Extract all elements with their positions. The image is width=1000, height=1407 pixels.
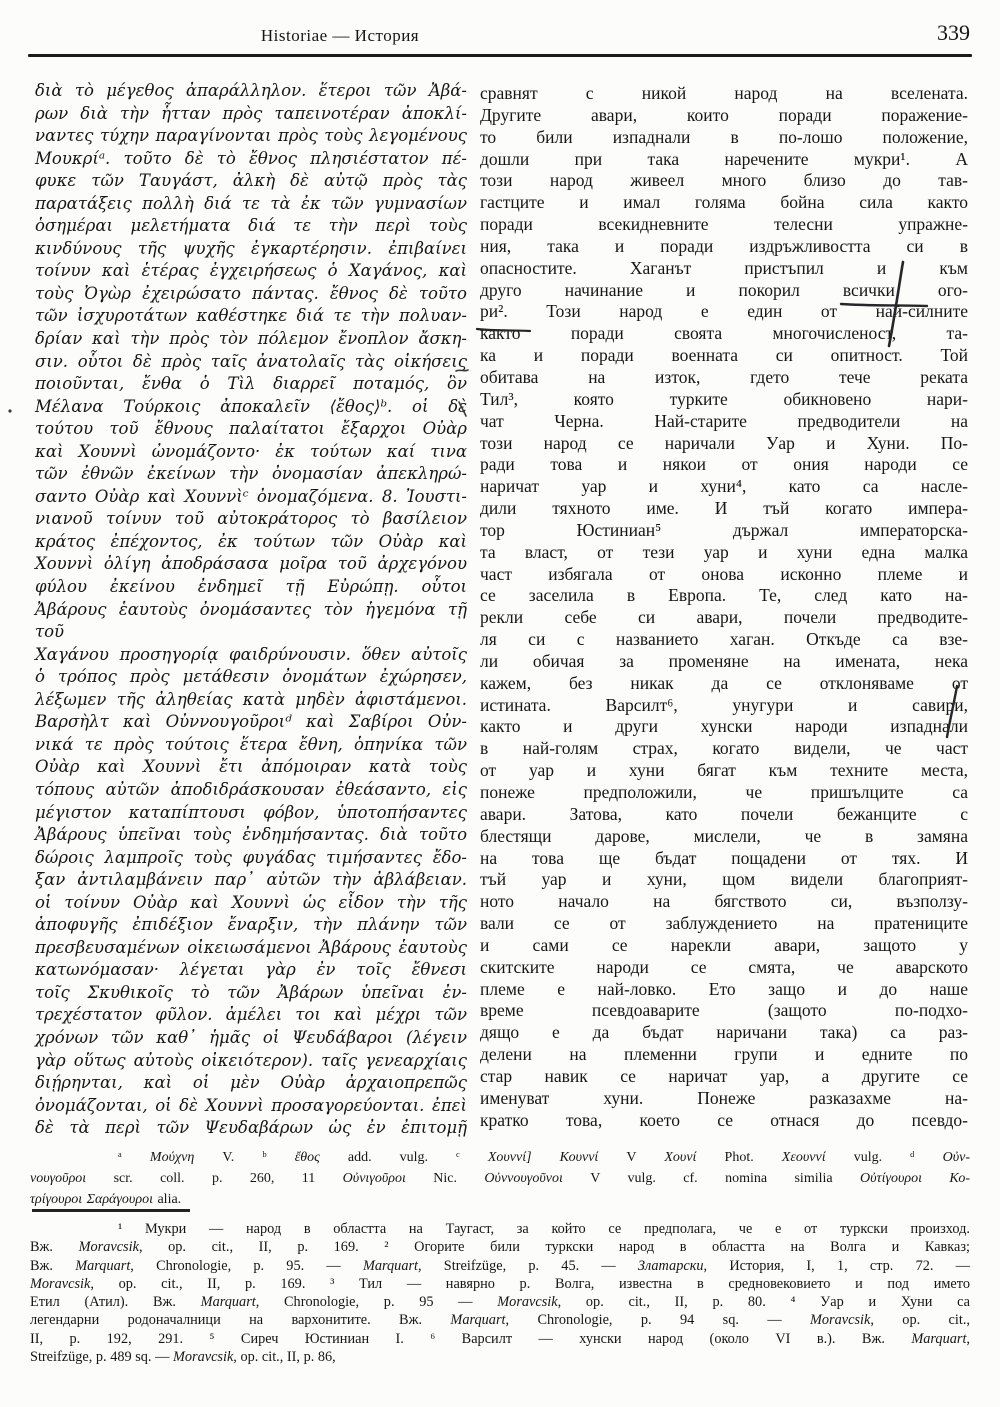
text-run: V.: [194, 1150, 263, 1165]
text-line: τούτου τοῦ ἔθνους παλαίτατοι ἔξαρχοι Οὐὰρ: [35, 419, 467, 439]
text-line: δὲ τὰ περὶ τῶν Ψευδαβάρων ὡς ἐν ἐπιτομῇ: [35, 1118, 467, 1138]
text-line: дящо е да бъдат наричани така) са раз-: [480, 1022, 968, 1043]
cited-name: Marquart: [362, 1257, 419, 1274]
cited-name: Златарски: [637, 1257, 704, 1274]
text-line: νιανοῦ τοίνυν τοῦ αὐτοκράτορος τὸ βασίλειον: [35, 509, 467, 529]
text-run: V: [598, 1150, 665, 1165]
text-line: χρόνων τῶν καθ᾽ ἡμᾶς οἱ Ψευδάβαροι (λέγειν: [35, 1027, 467, 1047]
cited-name: νουγοῦροι: [30, 1171, 87, 1186]
text-run: Nic.: [405, 1171, 485, 1186]
text-line: част избягала от онова исконно племе и: [480, 563, 968, 584]
text-line: ρων διὰ τὴν ἧτταν πρὸς ταπεινοτέραν ἀποκλί-: [35, 103, 467, 123]
text-line: παρατάξεις πολλὴ διά τε τὰ ἐκ τῶν γυμνασίων: [35, 193, 467, 213]
text-line: кажем, без никак да се отклоняваме от: [480, 672, 968, 693]
page-header-title: Historiae — История: [260, 26, 420, 45]
footnotes-section: [30, 1220, 970, 1366]
text-line: [30, 1348, 970, 1366]
text-line: κινδύνους τῆς ψυχῆς ἐγκαρτέρησιν. ἐπιβαίνει: [35, 238, 467, 258]
text-line: Ἀβάρους ὑπεῖναι τοὺς ἐνδημήσαντας. διὰ τοῦτο: [35, 825, 467, 845]
cited-name: Οὐν-: [942, 1150, 971, 1165]
text-line: този народ се наричали Уар и Хуни. По-: [480, 432, 968, 453]
text-line: ξαν ἀντιλαμβάνειν παρ᾽ αὐτῶν τὴν ἀβλάβειαν.: [35, 870, 467, 890]
text-run: легендарни родоначалници на вархонитите. Вж.: [30, 1312, 451, 1329]
text-line: този народ живеел много близо до тав-: [480, 170, 968, 191]
text-line: Βαρσὴλτ καὶ Οὐννουγοῦροιᵈ καὶ Σαβίροι Οὐν-: [35, 712, 467, 732]
text-run: II, p. 192, 291. ⁵ Сиреч Юстиниан I. ⁶ Варсилт — хунски народ (около VI в.). Вж.: [30, 1330, 912, 1347]
cited-name: Moravcsik: [172, 1349, 234, 1366]
text-line: Μέλανα Τούρκοις ἀποκαλεῖν ⟨ἔθος⟩ᵇ. οἱ δὲ: [35, 396, 467, 416]
text-line: друго начинание и покорил всички ого-: [480, 279, 968, 300]
cited-name: Χουννί] Κουννί: [487, 1150, 599, 1165]
text-line: ното начало на бягството си, възползу-: [480, 891, 968, 912]
text-run: , Chronologie, p. 95 —: [255, 1294, 498, 1311]
text-line: скитските народи се смята, че аварското: [480, 956, 968, 977]
cited-name: Marquart: [75, 1257, 131, 1274]
text-run: , op. cit., II, p. 169. ³ Тил — навярно р. Волга, известна в средновековието и под името: [90, 1275, 970, 1292]
header-rule: [28, 54, 972, 57]
text-line: σιν. οὗτοι δὲ πρὸς ταῖς ἀνατολαῖς τὰς οἰκήσεις: [35, 351, 467, 371]
pen-dot: [8, 409, 11, 412]
text-line: [30, 1168, 970, 1189]
text-run: ᵃ: [118, 1150, 150, 1165]
text-line: τοῖς Σκυθικοῖς τὸ τῶν Ἀβάρων ὑπεῖναι ἐν-: [35, 982, 467, 1002]
text-run: add. vulg.: [319, 1150, 457, 1165]
text-run: Етил (Атил). Вж.: [30, 1294, 201, 1311]
bulgarian-translation-column: [480, 83, 968, 1132]
cited-name: Moravcsik: [497, 1294, 558, 1311]
cited-name: Marquart: [200, 1294, 256, 1311]
text-line: сравнят с никой народ на вселената.: [480, 83, 968, 103]
text-line: Ἀβάρους ἑαυτοὺς ὀνομάσαντες τὸν ἡγεμόνα τῇ τοῦ: [35, 599, 467, 642]
text-line: [30, 1189, 970, 1210]
text-line: ния, така и поради издръжливостта си в: [480, 235, 968, 256]
text-line: то били изпаднали в по-лошо положение,: [480, 126, 968, 147]
text-line: νικά τε πρὸς τούτοις ἕτερα ἔθνη, ὁπηνίκα τῶν: [35, 734, 467, 754]
text-line: ἀποφυγῆς ἐπιδέξιον ἔναρξιν, τὴν πλάνην τῶν: [35, 915, 467, 935]
cited-name: Οὐννουγοῦνοι: [484, 1171, 563, 1186]
cited-name: Marquart: [450, 1312, 506, 1329]
text-line: μέγιστον καταπίπτουσι φόβον, ὑποτοπήσαντες: [35, 802, 467, 822]
text-line: φύλου ἐκείνου ἐνδημεῖ τῇ Εὐρώπῃ. οὗτοι: [35, 577, 467, 597]
text-line: τόπους αὐτῶν ἀποδιδράσκουσαν ἐθεάσαντο, εἰς: [35, 779, 467, 799]
text-line: ὁσημέραι μελετήματα διά τε τὴν περὶ τοὺς: [35, 216, 467, 236]
text-run: , op. cit., II, p. 80. ⁴ Уар и Хуни са: [557, 1294, 970, 1311]
text-line: Μουκρίᵃ. τοῦτο δὲ τὸ ἔθνος πλησιέστατον πέ-: [35, 148, 467, 168]
text-line: тор Юстиниан⁵ държал императорска-: [480, 519, 968, 540]
text-run: scr. coll. p. 260, 11: [86, 1171, 343, 1186]
text-run: V vulg. cf. nomina similia: [562, 1171, 861, 1186]
text-line: [30, 1275, 970, 1293]
text-line: [30, 1257, 970, 1275]
text-line: понеже предположили, че пришълците са: [480, 782, 968, 802]
text-run: Phot.: [696, 1150, 782, 1165]
cited-name: Μούχνη: [149, 1150, 195, 1165]
text-line: обитава на изток, гдето тече реката: [480, 366, 968, 387]
text-line: стар навик се наричат уар, а другите се: [480, 1065, 968, 1086]
text-run: ᶜ: [456, 1150, 488, 1165]
cited-name: Moravcsik: [810, 1312, 871, 1329]
text-line: тъй уар и хуни, щом видели благоприят-: [480, 869, 968, 890]
text-line: [30, 1238, 970, 1256]
text-line: οἱ τοίνυν Οὐὰρ καὶ Χουννὶ ὡς εἶδον τὴν τῆς: [35, 892, 467, 912]
cited-name: Χεουννί: [781, 1150, 826, 1165]
text-line: Тил³, която турките обикновено нари-: [480, 388, 968, 409]
text-line: [30, 1311, 970, 1329]
text-line: както и други хунски народи изпаднали: [480, 716, 968, 737]
text-line: наричат уар и хуни⁴, като са насле-: [480, 476, 968, 497]
text-line: от уар и хуни бягат към техните места,: [480, 760, 968, 781]
text-line: ка и поради военната си опитност. Той: [480, 345, 968, 366]
critical-apparatus: [30, 1147, 970, 1210]
text-line: [30, 1293, 970, 1311]
text-run: , op. cit.,: [870, 1312, 970, 1329]
text-line: гастците и имал голяма бойна сила както: [480, 192, 968, 213]
text-run: , Chronologie, p. 95. —: [130, 1257, 363, 1274]
cited-name: Marquart: [911, 1330, 967, 1347]
text-line: чат Черна. Най-старите предводители на: [480, 410, 968, 431]
text-run: Вж.: [30, 1239, 79, 1256]
text-line: [30, 1147, 970, 1168]
text-line: поради всекидневните телесни упражне-: [480, 214, 968, 235]
text-line: дили тяхното име. И тъй когато импера-: [480, 498, 968, 519]
text-line: именуват хуни. Понеже разказахме на-: [480, 1087, 968, 1108]
text-line: δώροις λαμπροῖς τοὺς φυγάδας τιμήσαντες ἔδο-: [35, 847, 467, 867]
text-line: δρίαν καὶ τὴν πρὸς τὸν πόλεμον ἔνοπλον ἄσκη-: [35, 329, 467, 349]
text-run: vulg.: [825, 1150, 911, 1165]
text-line: Χαγάνου προσηγορίᾳ φαιδρύνουσιν. ὅθεν αὐτοῖς: [35, 644, 467, 664]
text-line: Χουννὶ ὀλίγη ἀποδράσασα μοῖρα τοῦ ἀρχεγόνου: [35, 554, 467, 574]
text-run: , op. cit., II, p. 169. ² Огорите били туркски народ в областта на Волга и Кавказ;: [138, 1239, 970, 1256]
cited-name: τρίγουροι Σαράγουροι: [30, 1192, 153, 1207]
text-run: , op. cit., II, p. 86,: [233, 1349, 336, 1366]
text-line: τοὺς Ὀγὼρ ἐχειρώσατο πάντας. ἔθνος δὲ τοῦτο: [35, 283, 467, 303]
text-line: ὁ τρόπος πρὸς μετάθεσιν ὀνομάτων ἐχώρησεν,: [35, 667, 467, 687]
text-line: καὶ Χουννὶ ὠνομάζοντο· ἐκ τούτων καί τινα: [35, 441, 467, 461]
text-line: τρεχέστατον φῦλον. ἀμέλει τοι καὶ μέχρι τῶν: [35, 1005, 467, 1025]
text-line: τοίνυν καὶ ἑτέρας ἐγχειρήσεως ὁ Χαγάνος, καὶ: [35, 261, 467, 281]
text-line: авари. Затова, като почели бежанците с: [480, 803, 968, 824]
text-run: ¹ Мукри — народ в областта на Таугаст, за който се предполага, че е от туркски произход.: [118, 1221, 970, 1237]
text-line: Οὐὰρ καὶ Χουννὶ ἔτι ἀπόμοιραν κατὰ τοὺς: [35, 757, 467, 777]
text-line: λέξωμεν τῆς ἀληθείας κατὰ μηδὲν ἀφιστάμενοι.: [35, 689, 467, 709]
page-number: 339: [937, 20, 970, 45]
greek-text-column: [35, 80, 467, 1140]
text-run: ᵈ: [910, 1150, 943, 1165]
cited-name: Moravcsik: [30, 1275, 91, 1292]
text-line: ри². Този народ е един от най-силните: [480, 301, 968, 322]
text-line: истината. Варсилт⁶, унугури и савири,: [480, 694, 968, 715]
text-line: ля си с названието хаган. Откъде са взе-: [480, 629, 968, 650]
text-line: ли обичая за променяне на имената, нека: [480, 650, 968, 671]
text-line: делени на племенни групи и едните по: [480, 1044, 968, 1065]
text-line: ради това и някои от ония народи се: [480, 454, 968, 475]
text-line: τῶν ἰσχυροτάτων καθέστηκε διά τε τὴν πολυαν-: [35, 306, 467, 326]
text-line: и сами се нарекли авари, защото у: [480, 934, 968, 955]
text-line: Другите авари, които поради поражение-: [480, 104, 968, 125]
cited-name: ἔθος: [294, 1150, 320, 1165]
text-line: кратко това, което се отнася до псевдо-: [480, 1109, 968, 1130]
text-line: τῶν ἐθνῶν ἐκείνων τὴν ὀνομασίαν ἀπεκληρώ-: [35, 464, 467, 484]
text-run: , История, I, 1, стр. 72. —: [703, 1257, 970, 1274]
text-line: ὀνομάζονται, οἱ δὲ Χουννὶ προσαγορεύονται. ἐπεὶ: [35, 1095, 467, 1115]
text-line: φυκε τῶν Ταυγάστ, ἀλκὴ δὲ αὐτῷ πρὸς τὰς: [35, 171, 467, 191]
text-line: на това ще бъдат пощадени от тях. И: [480, 847, 968, 868]
text-line: рекли себе си авари, почели предводите-: [480, 607, 968, 628]
text-line: време псевдоаварите (защото по-подхо-: [480, 1000, 968, 1021]
text-line: πρεσβευσαμένων οἰκειωσάμενοι Ἀβάρους ἑαυτοὺς: [35, 937, 467, 957]
text-line: ποιοῦνται, ἔνθα ὁ Τὶλ διαρρεῖ ποταμός, ὃν: [35, 374, 467, 394]
text-line: διῄρηνται, καὶ οἱ μὲν Οὐὰρ ἀρχαιοπρεπῶς: [35, 1073, 467, 1093]
text-run: alia.: [152, 1192, 182, 1207]
text-run: Вж.: [30, 1257, 76, 1274]
text-run: ᵇ: [262, 1150, 295, 1165]
text-line: ναντες τύχην παραγίνονται πρὸς τοὺς λεγομένους: [35, 126, 467, 146]
text-line: блестящи дарове, мислели, че в замяна: [480, 825, 968, 846]
text-line: опасностите. Хаганът пристъпил и към: [480, 257, 968, 278]
text-line: [30, 1330, 970, 1348]
text-line: γὰρ οὕτως αὐτοὺς οἰκειότερον). ταῖς γενεαρχίαις: [35, 1050, 467, 1070]
text-line: κράτος ἐπέχοντος, ἐκ τούτων τῶν Οὐὰρ καὶ: [35, 531, 467, 551]
cited-name: Χουνί: [664, 1150, 697, 1165]
text-line: племе е най-ловко. Ето защо и до наше: [480, 978, 968, 999]
text-line: διὰ τὸ μέγεθος ἀπαράλληλον. ἕτεροι τῶν Ἀβά-: [35, 81, 467, 100]
text-line: σαντο Οὐὰρ καὶ Χουννὶᶜ ὀνομαζόμενα. 8. Ἰουστι-: [35, 486, 467, 506]
cited-name: Moravcsik: [78, 1239, 139, 1256]
text-run: ,: [966, 1330, 970, 1347]
text-line: дошли при така наречените мукри¹. А: [480, 148, 968, 169]
text-run: , Streifzüge, p. 45. —: [418, 1257, 638, 1274]
text-line: както поради своята многочисленост, та-: [480, 323, 968, 344]
footnote-separator: [32, 1209, 190, 1212]
text-line: та власт, от тези уар и хуни една малка: [480, 541, 968, 562]
text-run: Streifzüge, p. 489 sq. —: [30, 1349, 173, 1366]
text-line: [30, 1220, 970, 1238]
cited-name: Οὐτίγουροι Κο-: [860, 1171, 971, 1186]
text-run: , Chronologie, p. 94 sq. —: [505, 1312, 810, 1329]
text-line: κατωνόμασαν· λέγεται γὰρ ἐν τοῖς ἔθνεσι: [35, 960, 467, 980]
cited-name: Οὐνιγοῦροι: [342, 1171, 406, 1186]
text-line: вали се от заблуждението на пратениците: [480, 913, 968, 934]
text-line: в най-голям страх, когато видели, че част: [480, 738, 968, 759]
text-line: се заселила в Европа. Те, след като на-: [480, 585, 968, 606]
